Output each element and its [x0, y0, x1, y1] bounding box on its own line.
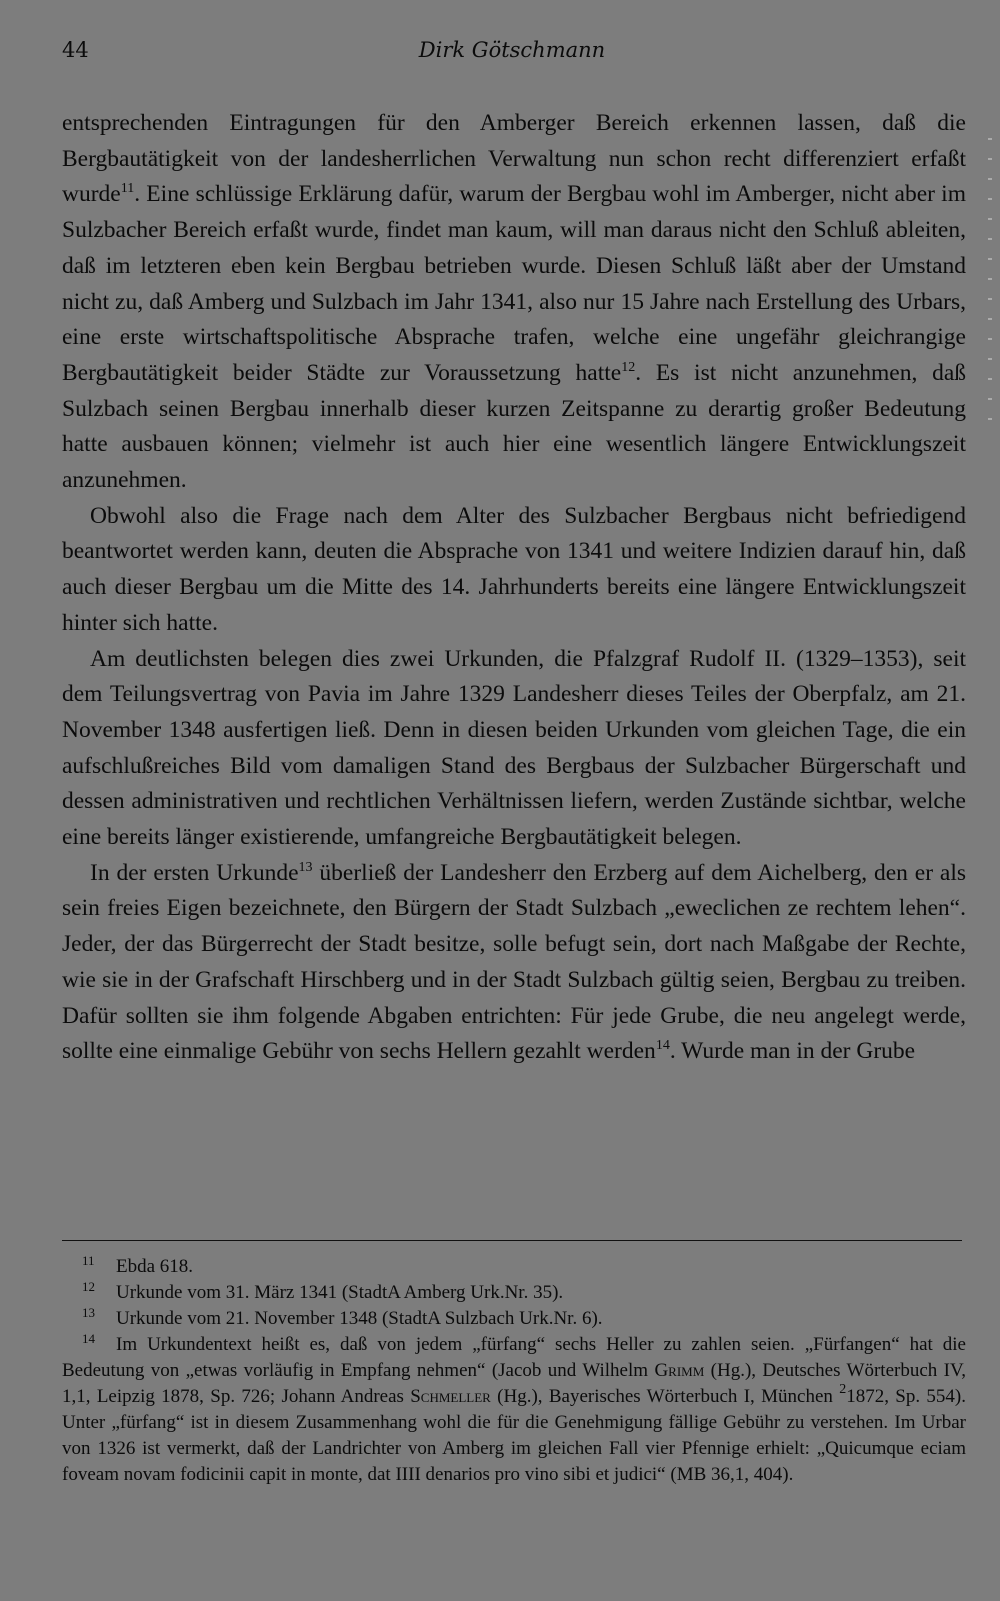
footnote-number: 14 [82, 1331, 95, 1346]
scan-margin-artifact [988, 120, 992, 420]
paragraph-4: In der ersten Urkunde$^{13}$ überließ der Landesherr den Erzberg auf dem Aichelberg, den er als sein freies Eigen bezeichnete, den Bürgern der Stadt Sulzbach „eweclichen ze rechtem lehen“. Jeder, der das Bürgerrecht der Stadt besitze, solle befugt sein, dort nach Maßgabe der Rechte, wie sie in der Grafschaft Hirschberg und in der Stadt Sulzbach gültig seien, Bergbau zu treiben. Dafür sollten sie ihm folgende Abgaben entrichten: Für jede Grube, die neu angelegt werde, sollte eine einmalige Gebühr von sechs Hellern gezahlt werden$^{14}$. Wurde man in der Grube [62, 859, 967, 1065]
running-head: Dirk Götschmann [418, 38, 606, 62]
footnote-11 [62, 1254, 966, 1280]
page-header [62, 38, 962, 68]
footnote-13 [62, 1306, 966, 1332]
paragraph-2: Obwohl also die Frage nach dem Alter des Sulzbacher Bergbaus nicht befriedigend beantwortet werden kann, deuten die Absprache von 1341 und weitere Indizien darauf hin, daß auch dieser Bergbau um die Mitte des 14. Jahrhunderts bereits eine längere Entwicklungszeit hinter sich hatte. [62, 502, 966, 636]
footnote-14: $^{14}$ Im Urkundentext heißt es, daß von jedem „fürfang“ sechs Heller zu zahlen seien. „Fürfangen“ hat die Bedeutung von „etwas vorläufig in Empfang nehmen“ (Jacob und Wilhelm Grimm (Hg.), Deutsches Wörterbuch IV, 1,1, Leipzig 1878, Sp. 726; Johann Andreas Schmeller (Hg.), Bayerisches Wörterbuch I, München $^2$1872, Sp. 554). Unter „fürfang“ ist in diesem Zusammenhang wohl die für die Genehmigung fällige Gebühr zu verstehen. Im Urbar von 1326 ist vermerkt, daß der Landrichter von Amberg im gleichen Fall vier Pfennige erhielt: „Quicumque eciam foveam novam fodicinii capit in monte, dat IIII denarios pro vino sibi et judici“ (MB 36,1, 404). [62, 1331, 967, 1485]
footnote-rule [62, 1240, 962, 1241]
author-name-schmeller: Schmeller [410, 1386, 491, 1407]
footnote-ref-14: 14 [655, 1038, 670, 1054]
footnote-text: Urkunde vom 21. November 1348 (StadtA Sulzbach Urk.Nr. 6). [116, 1308, 603, 1329]
page-number: 44 [62, 38, 89, 62]
footnote-number: 11 [82, 1253, 95, 1268]
body-text [62, 106, 966, 1070]
footnote-text: Urkunde vom 31. März 1341 (StadtA Amberg Urk.Nr. 35). [116, 1282, 564, 1303]
footnote-ref-12: 12 [621, 359, 636, 375]
paragraph-3: Am deutlichsten belegen dies zwei Urkunden, die Pfalzgraf Rudolf II. (1329–1353), seit dem Teilungsvertrag von Pavia im Jahre 1329 Landesherr dieses Teiles der Oberpfalz, am 21. November 1348 ausfertigen ließ. Denn in diesen beiden Urkunden vom gleichen Tage, die ein aufschlußreiches Bild vom damaligen Stand des Bergbaus der Sulzbacher Bürgerschaft und dessen administrativen und rechtlichen Verhältnissen liefern, werden Zustände sichtbar, welche eine bereits länger existierende, umfangreiche Bergbautätigkeit belegen. [62, 645, 966, 851]
paragraph-1: entsprechenden Eintragungen für den Amberger Bereich erkennen lassen, daß die Bergbautätigkeit von der landesherrlichen Verwaltung nun schon recht differenziert erfaßt wurde$^{11}$. Eine schlüssige Erklärung dafür, warum der Bergbau wohl im Amberger, nicht aber im Sulzbacher Bereich erfaßt wurde, findet man kaum, will man daraus nicht den Schluß ableiten, daß im letzteren eben kein Bergbau betrieben wurde. Diesen Schluß läßt aber der Umstand nicht zu, daß Amberg und Sulzbach im Jahr 1341, also nur 15 Jahre nach Erstellung des Urbars, eine erste wirtschaftspolitische Absprache trafen, welche eine ungefähr gleichrangige Bergbautätigkeit beider Städte zur Voraussetzung hatte$^{12}$. Es ist nicht anzunehmen, daß Sulzbach seinen Bergbau innerhalb dieser kurzen Zeitspanne zu derartig großer Bedeutung hatte ausbauen können; vielmehr ist auch hier eine wesentlich längere Entwicklungszeit anzunehmen. [62, 110, 966, 494]
footnote-ref-11: 11 [120, 181, 135, 197]
edition-superscript: 2 [839, 1382, 847, 1397]
footnotes [62, 1254, 966, 1488]
footnote-number: 13 [82, 1305, 95, 1320]
author-name-grimm: Grimm [654, 1360, 705, 1381]
footnote-12 [62, 1280, 966, 1306]
footnote-ref-13: 13 [298, 859, 313, 875]
footnote-text: Ebda 618. [116, 1256, 194, 1277]
footnote-number: 12 [82, 1279, 95, 1294]
